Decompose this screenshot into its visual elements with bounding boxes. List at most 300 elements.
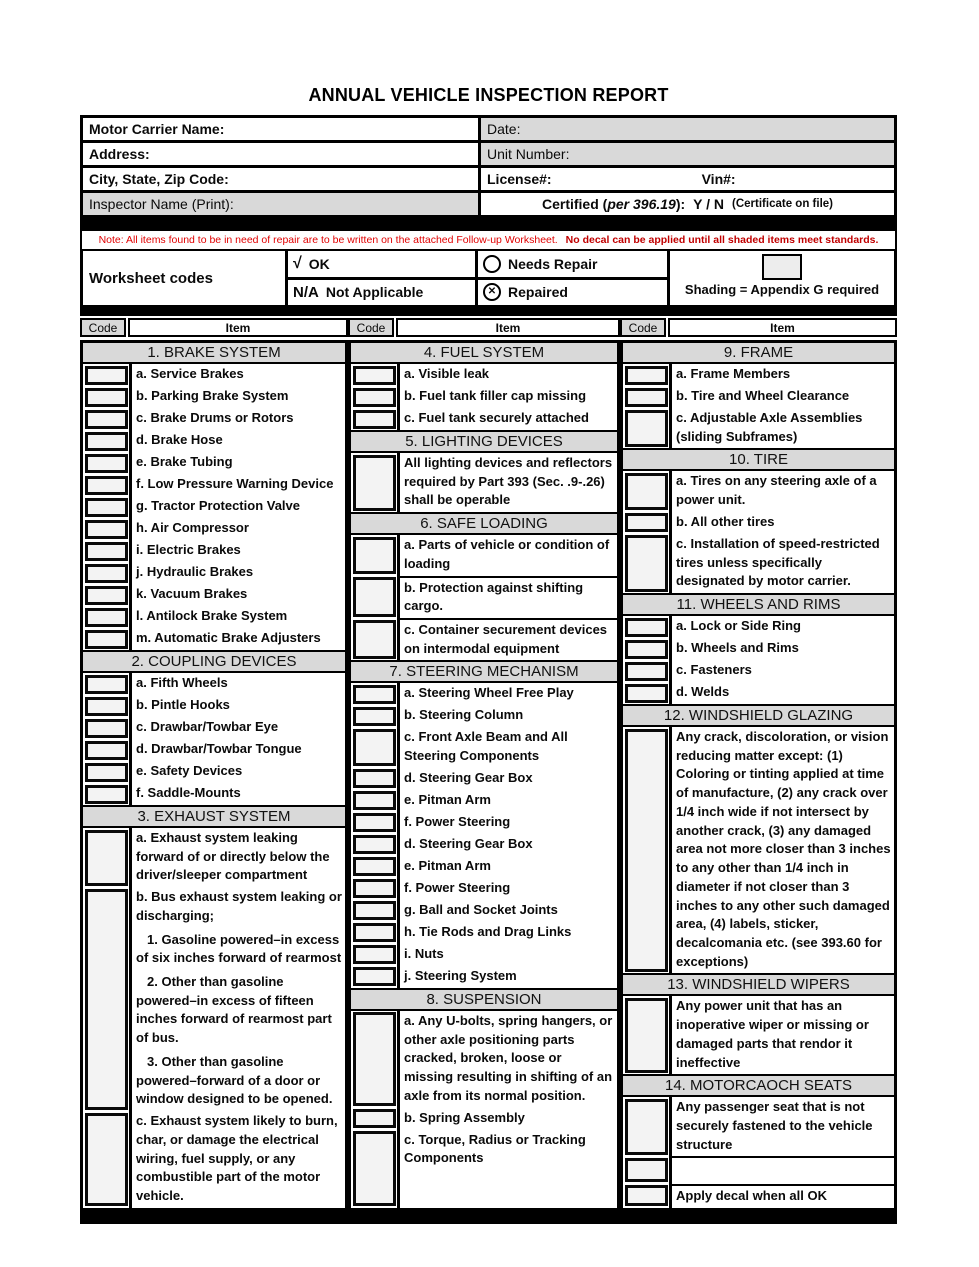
code-cell bbox=[351, 966, 397, 988]
code-input-box[interactable] bbox=[353, 967, 396, 986]
legend-shading bbox=[670, 251, 894, 305]
section-header: 12. WINDSHIELD GLAZING bbox=[623, 704, 894, 727]
code-cell bbox=[83, 628, 129, 650]
inspection-table bbox=[80, 340, 897, 1211]
code-input-box[interactable] bbox=[625, 618, 668, 637]
inspection-item bbox=[397, 683, 617, 705]
inspection-item-text: h. Tie Rods and Drag Links bbox=[404, 923, 572, 939]
code-input-box[interactable] bbox=[85, 785, 128, 804]
section bbox=[623, 973, 894, 1074]
table-row bbox=[351, 1130, 617, 1208]
code-input-box[interactable] bbox=[85, 763, 128, 782]
inspection-item bbox=[397, 966, 617, 988]
inspection-item bbox=[397, 705, 617, 727]
inspection-item bbox=[129, 562, 345, 584]
table-row bbox=[83, 408, 345, 430]
note-text: Note: All items found to be in need of repair are to be written on the attached Follow-up Worksheet. bbox=[98, 234, 558, 246]
code-input-box[interactable] bbox=[85, 675, 128, 694]
inspection-item-text: 1. Gasoline powered–in excess of six inches forward of rearmost bbox=[136, 931, 342, 966]
code-input-box[interactable] bbox=[625, 1185, 668, 1206]
code-input-box[interactable] bbox=[625, 998, 668, 1073]
table-row bbox=[623, 512, 894, 534]
inspection-item-text: b. Tire and Wheel Clearance bbox=[676, 388, 850, 403]
code-input-box[interactable] bbox=[85, 388, 128, 407]
inspection-item-text: Any crack, discoloration, or vision reducing matter except: (1) Coloring or tinting applied at time of manufacture, (2) any crack over 1/4 inch wide if not intersect by another crack, (3) any damaged area not more closer than 3 inches to any other than 1/4 inch in diameter if not closer than 3 inches to any other such damaged area, (4) labels, sticker, decalcomania etc. (see 393.60 for exceptions) bbox=[676, 729, 891, 969]
checkmark-icon: √ bbox=[293, 254, 302, 272]
inspection-item bbox=[129, 430, 345, 452]
code-input-box[interactable] bbox=[85, 608, 128, 627]
table-row bbox=[623, 471, 894, 511]
code-input-box[interactable] bbox=[85, 498, 128, 517]
code-cell bbox=[623, 534, 669, 593]
table-row bbox=[351, 812, 617, 834]
inspection-item-text: Any power unit that has an inoperative wiper or missing or damaged parts that rendor it ineffective bbox=[676, 998, 869, 1070]
inspection-item bbox=[397, 922, 617, 944]
legend-column-2 bbox=[478, 251, 670, 305]
code-cell bbox=[83, 364, 129, 386]
table-row bbox=[83, 518, 345, 540]
code-input-box[interactable] bbox=[85, 630, 128, 649]
inspection-item-text: d. Welds bbox=[676, 684, 730, 700]
inspector-name-field[interactable] bbox=[83, 193, 481, 215]
inspection-item-text: e. Brake Tubing bbox=[136, 454, 233, 469]
inspection-item-text: g. Tractor Protection Valve bbox=[136, 498, 300, 513]
section bbox=[623, 704, 894, 973]
code-cell bbox=[83, 783, 129, 805]
code-cell bbox=[351, 705, 397, 727]
code-input-box[interactable] bbox=[353, 620, 396, 659]
inspection-item bbox=[669, 471, 894, 511]
code-input-box[interactable] bbox=[85, 542, 128, 561]
code-input-box[interactable] bbox=[353, 388, 396, 407]
column-header-group-2 bbox=[348, 318, 620, 337]
code-cell bbox=[351, 453, 397, 512]
header-row-1 bbox=[83, 118, 894, 143]
inspection-item-text: a. Lock or Side Ring bbox=[676, 618, 801, 634]
code-input-box[interactable] bbox=[353, 923, 396, 942]
table-row bbox=[83, 673, 345, 695]
table-row bbox=[83, 1111, 345, 1208]
code-cell bbox=[83, 584, 129, 606]
inspection-item bbox=[397, 727, 617, 767]
code-cell bbox=[83, 1111, 129, 1208]
inspection-item bbox=[397, 1011, 617, 1108]
code-input-box[interactable] bbox=[625, 513, 668, 532]
code-cell bbox=[351, 768, 397, 790]
code-input-box[interactable] bbox=[353, 455, 396, 511]
vin-label: Vin#: bbox=[701, 171, 736, 187]
code-input-box[interactable] bbox=[85, 564, 128, 583]
worksheet-codes-legend bbox=[80, 251, 897, 308]
section bbox=[623, 448, 894, 593]
date-label: Date: bbox=[487, 121, 521, 137]
code-cell bbox=[351, 1011, 397, 1108]
table-row bbox=[623, 534, 894, 593]
code-cell bbox=[623, 996, 669, 1074]
inspection-item-text: b. Pintle Hooks bbox=[136, 697, 230, 712]
code-cell bbox=[623, 727, 669, 973]
table-row bbox=[351, 535, 617, 575]
section-body bbox=[351, 1011, 617, 1208]
certificate-on-file-note: (Certificate on file) bbox=[732, 198, 833, 210]
inspection-item-text: c. Front Axle Beam and All Steering Components bbox=[404, 729, 568, 764]
table-row bbox=[351, 966, 617, 988]
table-row bbox=[351, 618, 617, 660]
section-header: 4. FUEL SYSTEM bbox=[351, 343, 617, 364]
section-header: 7. STEERING MECHANISM bbox=[351, 660, 617, 683]
inspection-item-text: b. Bus exhaust system leaking or discharging; bbox=[136, 889, 342, 923]
code-cell bbox=[83, 430, 129, 452]
code-input-box[interactable] bbox=[353, 835, 396, 854]
inspection-item bbox=[397, 453, 617, 512]
carrier-info-header bbox=[80, 115, 897, 218]
motor-carrier-name-field[interactable] bbox=[83, 118, 481, 140]
section-body bbox=[351, 453, 617, 512]
code-cell bbox=[83, 695, 129, 717]
table-row bbox=[83, 828, 345, 887]
inspection-item-text: j. Steering System bbox=[404, 967, 517, 983]
section-header: 8. SUSPENSION bbox=[351, 988, 617, 1011]
inspection-item bbox=[397, 576, 617, 618]
table-row bbox=[351, 576, 617, 618]
code-input-box[interactable] bbox=[85, 432, 128, 451]
inspection-item-text: i. Nuts bbox=[404, 945, 444, 961]
certified-yn-choice[interactable]: Y / N bbox=[693, 196, 725, 212]
code-cell bbox=[351, 618, 397, 660]
inspection-item-text: f. Saddle-Mounts bbox=[136, 785, 241, 800]
city-state-zip-label: City, State, Zip Code: bbox=[89, 171, 229, 187]
code-input-box[interactable] bbox=[353, 791, 396, 810]
section-body bbox=[623, 1097, 894, 1207]
table-row bbox=[83, 540, 345, 562]
inspection-item bbox=[129, 496, 345, 518]
table-row bbox=[351, 944, 617, 966]
inspection-item bbox=[129, 739, 345, 761]
code-input-box[interactable] bbox=[353, 707, 396, 726]
code-column-header: Code bbox=[348, 318, 394, 337]
code-input-box[interactable] bbox=[353, 1131, 396, 1206]
table-row bbox=[83, 474, 345, 496]
code-input-box[interactable] bbox=[85, 697, 128, 716]
code-input-box[interactable] bbox=[353, 685, 396, 704]
item-column-header: Item bbox=[396, 318, 620, 337]
inspection-item-text: e. Pitman Arm bbox=[404, 791, 491, 807]
code-cell bbox=[83, 518, 129, 540]
inspection-item bbox=[129, 717, 345, 739]
code-input-box[interactable] bbox=[625, 535, 668, 591]
divider-bar-bottom bbox=[80, 1211, 897, 1224]
code-input-box[interactable] bbox=[353, 729, 396, 766]
table-row bbox=[83, 783, 345, 805]
inspection-item-text: c. Exhaust system likely to burn, char, or damage the electrical wiring, fuel supply, or any combustible part of the motor vehicle. bbox=[136, 1113, 338, 1203]
table-row bbox=[83, 386, 345, 408]
table-row bbox=[351, 408, 617, 430]
code-input-box[interactable] bbox=[625, 473, 668, 510]
table-row bbox=[623, 364, 894, 386]
license-vin-field[interactable] bbox=[481, 168, 894, 190]
inspection-item-text: c. Installation of speed-restricted tires unless specifically designated by motor carrier. bbox=[676, 535, 880, 589]
header-row-4 bbox=[83, 193, 894, 215]
code-input-box[interactable] bbox=[85, 410, 128, 429]
table-row bbox=[351, 683, 617, 705]
table-row bbox=[351, 727, 617, 767]
motor-carrier-name-label: Motor Carrier Name: bbox=[89, 121, 225, 137]
section-body bbox=[623, 471, 894, 593]
code-input-box[interactable] bbox=[353, 366, 396, 385]
inspection-item bbox=[397, 900, 617, 922]
inspection-item-text: b. Wheels and Rims bbox=[676, 640, 799, 656]
code-cell bbox=[623, 1097, 669, 1156]
code-cell bbox=[623, 1156, 669, 1184]
circle-outline-icon bbox=[483, 255, 501, 273]
code-input-box[interactable] bbox=[85, 889, 128, 1110]
section-body bbox=[623, 727, 894, 973]
inspection-item-text: b. All other tires bbox=[676, 513, 775, 529]
code-input-box[interactable] bbox=[353, 901, 396, 920]
inspection-item bbox=[397, 768, 617, 790]
table-row bbox=[83, 562, 345, 584]
inspection-item bbox=[669, 1156, 894, 1184]
divider-bar-middle bbox=[80, 308, 897, 316]
column-headers bbox=[80, 318, 897, 337]
code-input-box[interactable] bbox=[625, 729, 668, 972]
inspection-item-text: c. Container securement devices on intermodal equipment bbox=[404, 622, 608, 656]
code-input-box[interactable] bbox=[353, 1109, 396, 1128]
table-row bbox=[351, 364, 617, 386]
table-row bbox=[623, 996, 894, 1074]
inspection-item bbox=[669, 1184, 894, 1208]
code-cell bbox=[623, 512, 669, 534]
license-label: License#: bbox=[487, 171, 552, 187]
inspection-item bbox=[129, 828, 345, 887]
table-row bbox=[623, 660, 894, 682]
inspection-item-text: i. Electric Brakes bbox=[136, 542, 241, 557]
inspection-item-text: d. Steering Gear Box bbox=[404, 769, 533, 785]
certified-label: Certified (per 396.19): bbox=[541, 196, 686, 212]
inspection-item-text: f. Power Steering bbox=[404, 813, 511, 829]
inspection-item-text: a. Tires on any steering axle of a power unit. bbox=[676, 473, 877, 508]
code-input-box[interactable] bbox=[353, 857, 396, 876]
inspection-item bbox=[669, 534, 894, 593]
code-cell bbox=[83, 717, 129, 739]
inspection-item-text: a. Fifth Wheels bbox=[136, 675, 228, 690]
section-header: 5. LIGHTING DEVICES bbox=[351, 430, 617, 453]
code-cell bbox=[351, 922, 397, 944]
section bbox=[351, 343, 617, 430]
code-input-box[interactable] bbox=[625, 662, 668, 681]
table-row bbox=[83, 584, 345, 606]
code-input-box[interactable] bbox=[353, 769, 396, 788]
code-cell bbox=[623, 616, 669, 638]
table-row bbox=[83, 739, 345, 761]
divider-bar-top bbox=[80, 218, 897, 231]
address-field[interactable] bbox=[83, 143, 481, 165]
inspection-item-text: c. Fuel tank securely attached bbox=[404, 410, 589, 425]
inspection-item bbox=[397, 1130, 617, 1208]
legend-ok bbox=[288, 251, 475, 280]
table-row bbox=[623, 1156, 894, 1184]
column-header-group-3 bbox=[620, 318, 897, 337]
code-cell bbox=[83, 408, 129, 430]
inspection-item-text: h. Air Compressor bbox=[136, 520, 249, 535]
inspection-item-text: f. Power Steering bbox=[404, 879, 511, 895]
inspection-item bbox=[669, 616, 894, 638]
table-row bbox=[623, 682, 894, 704]
inspection-item bbox=[669, 364, 894, 386]
code-input-box[interactable] bbox=[85, 476, 128, 495]
code-input-box[interactable] bbox=[353, 410, 396, 429]
code-column-header: Code bbox=[80, 318, 126, 337]
table-row bbox=[83, 496, 345, 518]
inspection-item bbox=[397, 944, 617, 966]
section-header: 3. EXHAUST SYSTEM bbox=[83, 805, 345, 828]
code-input-box[interactable] bbox=[625, 1099, 668, 1155]
inspection-item bbox=[129, 408, 345, 430]
code-input-box[interactable] bbox=[625, 684, 668, 703]
inspection-item bbox=[129, 518, 345, 540]
inspection-item-text: l. Antilock Brake System bbox=[136, 608, 288, 623]
table-row bbox=[623, 408, 894, 448]
code-cell bbox=[351, 834, 397, 856]
code-input-box[interactable] bbox=[353, 537, 396, 574]
code-input-box[interactable] bbox=[625, 410, 668, 447]
legend-not-applicable bbox=[288, 280, 475, 306]
inspection-item-text: d. Steering Gear Box bbox=[404, 835, 533, 851]
note-banner bbox=[80, 231, 897, 251]
column-header-group-1 bbox=[80, 318, 348, 337]
code-input-box[interactable] bbox=[353, 945, 396, 964]
table-row bbox=[623, 1184, 894, 1208]
item-column-header: Item bbox=[668, 318, 897, 337]
code-cell bbox=[623, 1184, 669, 1208]
code-cell bbox=[623, 386, 669, 408]
inspection-item-text: c. Brake Drums or Rotors bbox=[136, 410, 294, 425]
inspection-item-text: c. Drawbar/Towbar Eye bbox=[136, 719, 279, 734]
table-row bbox=[623, 386, 894, 408]
ok-label: OK bbox=[308, 255, 330, 272]
code-input-box[interactable] bbox=[85, 830, 128, 886]
code-cell bbox=[83, 673, 129, 695]
inspection-item bbox=[129, 1111, 345, 1208]
legend-repaired bbox=[478, 280, 667, 306]
section-header: 14. MOTORCAOCH SEATS bbox=[623, 1074, 894, 1097]
inspection-item bbox=[397, 812, 617, 834]
circle-x-icon: ✕ bbox=[483, 283, 501, 301]
code-input-box[interactable] bbox=[353, 813, 396, 832]
code-cell bbox=[83, 452, 129, 474]
section-header: 1. BRAKE SYSTEM bbox=[83, 343, 345, 364]
code-cell bbox=[351, 386, 397, 408]
shading-label: Shading = Appendix G required bbox=[684, 282, 880, 297]
code-cell bbox=[623, 471, 669, 511]
section-header: 2. COUPLING DEVICES bbox=[83, 650, 345, 673]
inspection-item-text: g. Ball and Socket Joints bbox=[404, 901, 558, 917]
inspection-item bbox=[397, 1108, 617, 1130]
inspection-item bbox=[397, 790, 617, 812]
inspection-item bbox=[129, 606, 345, 628]
section-body bbox=[351, 683, 617, 987]
code-cell bbox=[83, 739, 129, 761]
table-row bbox=[83, 628, 345, 650]
table-row bbox=[351, 878, 617, 900]
section bbox=[623, 593, 894, 704]
code-input-box[interactable] bbox=[353, 1012, 396, 1106]
section bbox=[623, 1074, 894, 1207]
inspection-item-text: b. Spring Assembly bbox=[404, 1109, 525, 1125]
inspection-item bbox=[669, 386, 894, 408]
section-body bbox=[623, 364, 894, 448]
table-row bbox=[623, 727, 894, 973]
code-cell bbox=[623, 408, 669, 448]
code-cell bbox=[623, 682, 669, 704]
inspection-column-3 bbox=[620, 340, 897, 1211]
section bbox=[83, 343, 345, 650]
inspection-item-text: 3. Other than gasoline powered–forward of a door or window designed to be opened. bbox=[136, 1053, 333, 1107]
inspection-item bbox=[397, 364, 617, 386]
header-row-3 bbox=[83, 168, 894, 193]
inspection-item bbox=[397, 618, 617, 660]
section bbox=[351, 988, 617, 1208]
inspection-item bbox=[397, 408, 617, 430]
inspection-item bbox=[397, 834, 617, 856]
code-input-box[interactable] bbox=[625, 388, 668, 407]
inspection-item bbox=[129, 887, 345, 1111]
code-cell bbox=[351, 1130, 397, 1208]
code-input-box[interactable] bbox=[85, 586, 128, 605]
not-applicable-label: Not Applicable bbox=[325, 284, 424, 301]
page-title: ANNUAL VEHICLE INSPECTION REPORT bbox=[308, 85, 669, 105]
code-column-header: Code bbox=[620, 318, 666, 337]
code-input-box[interactable] bbox=[85, 454, 128, 473]
code-input-box[interactable] bbox=[85, 520, 128, 539]
repaired-label: Repaired bbox=[508, 284, 568, 301]
section-body bbox=[83, 364, 345, 650]
code-input-box[interactable] bbox=[625, 1158, 668, 1183]
inspection-item bbox=[669, 660, 894, 682]
table-row bbox=[351, 790, 617, 812]
code-input-box[interactable] bbox=[353, 577, 396, 616]
report-sheet bbox=[80, 85, 897, 1224]
section-body bbox=[351, 535, 617, 660]
date-field[interactable] bbox=[481, 118, 894, 140]
code-input-box[interactable] bbox=[85, 719, 128, 738]
table-row bbox=[351, 900, 617, 922]
unit-number-field[interactable] bbox=[481, 143, 894, 165]
table-row bbox=[83, 606, 345, 628]
inspection-item-text: b. Parking Brake System bbox=[136, 388, 289, 403]
inspection-item-text: Any passenger seat that is not securely fastened to the vehicle structure bbox=[676, 1099, 873, 1152]
table-row bbox=[83, 695, 345, 717]
inspection-item bbox=[129, 783, 345, 805]
inspection-item-text: c. Torque, Radius or Tracking Components bbox=[404, 1131, 586, 1166]
code-input-box[interactable] bbox=[625, 366, 668, 385]
code-input-box[interactable] bbox=[85, 1113, 128, 1207]
code-input-box[interactable] bbox=[353, 879, 396, 898]
code-input-box[interactable] bbox=[85, 741, 128, 760]
code-cell bbox=[83, 606, 129, 628]
code-input-box[interactable] bbox=[85, 366, 128, 385]
inspection-item bbox=[669, 638, 894, 660]
code-cell bbox=[351, 1108, 397, 1130]
city-state-zip-field[interactable] bbox=[83, 168, 481, 190]
legend-column-1 bbox=[288, 251, 478, 305]
inspection-item bbox=[129, 364, 345, 386]
inspection-item-text: k. Vacuum Brakes bbox=[136, 586, 248, 601]
code-input-box[interactable] bbox=[625, 640, 668, 659]
section bbox=[351, 660, 617, 987]
table-row bbox=[351, 1108, 617, 1130]
code-cell bbox=[351, 790, 397, 812]
